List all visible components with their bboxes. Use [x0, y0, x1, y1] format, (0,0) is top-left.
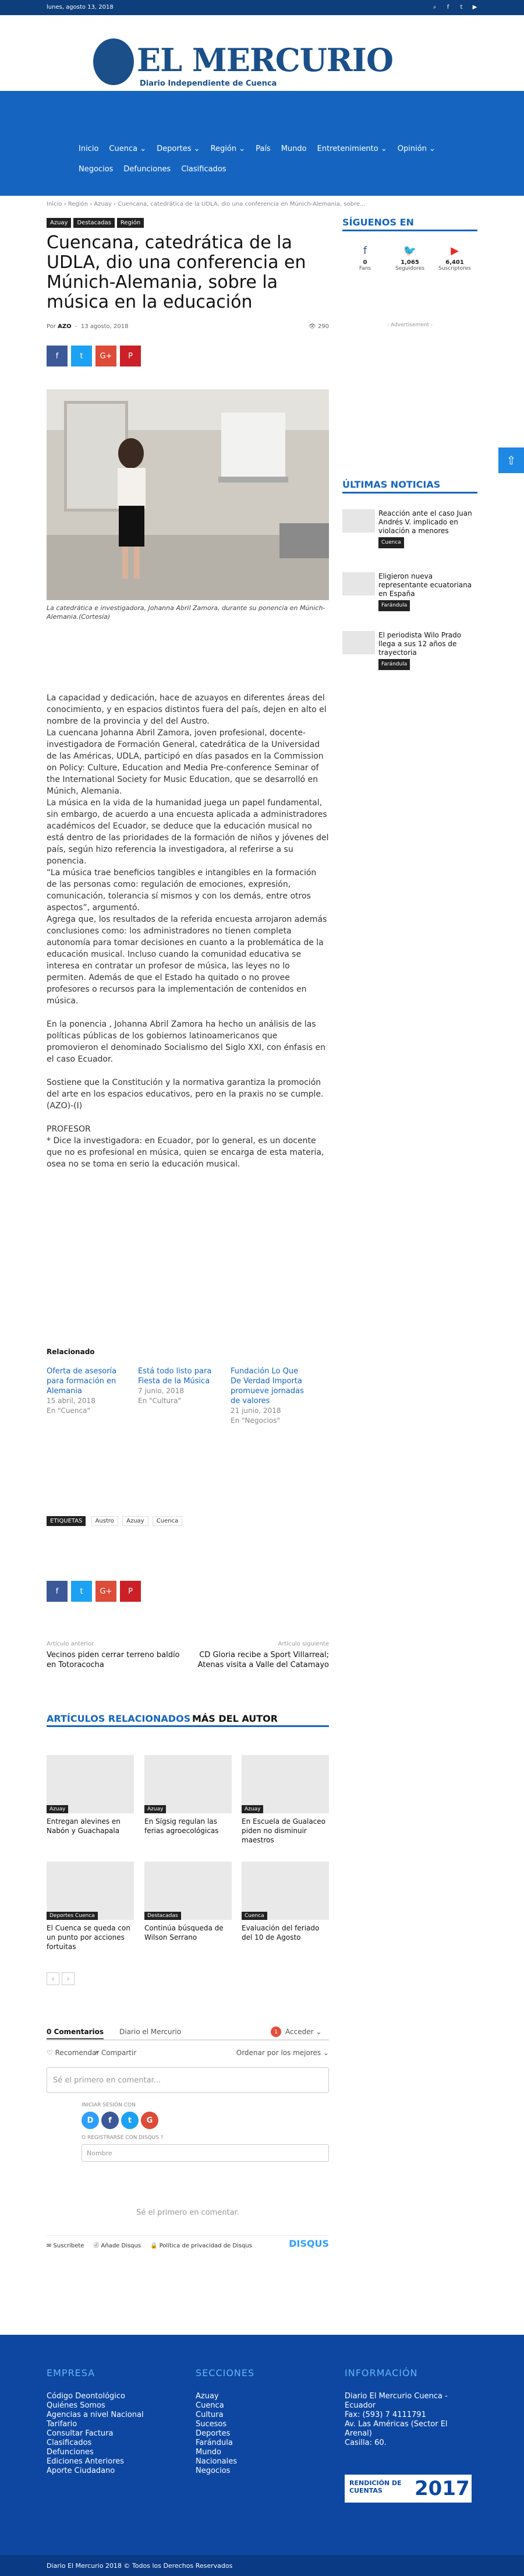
privacy-link[interactable]: 🔒 Política de privacidad de Disqus [150, 2243, 252, 2249]
current-date: lunes, agosto 13, 2018 [47, 4, 114, 10]
comment-input[interactable]: Sé el primero en comentar... [47, 2067, 329, 2093]
breadcrumb[interactable]: Inicio › Región › Azuay › Cuencana, catedrática de la UDLA, dio una conferencia en Múnich-Alemania, sobre... [47, 201, 366, 207]
nav-item-region[interactable]: Región ⌄ [210, 145, 246, 153]
card-image[interactable] [144, 1755, 232, 1813]
card-title[interactable]: En Escuela de Gualaceo piden no disminuir maestros [242, 1817, 326, 1844]
footer-info: Av. Las Américas (Sector El Arenal) [345, 2420, 448, 2438]
body-paragraph: La música en la vida de la humanidad juega un papel fundamental, sin embargo, de acuerdo a una encuesta aplicada a administradores académicos del Ecuador, se deduce que la educación musical no está dentro de las prioridades de la formación de niños y jóvenes del país, según hizo referencia la investigadora, al referirse a su ponencia. [47, 798, 329, 866]
author-name[interactable]: AZO [58, 323, 72, 330]
news-thumbnail[interactable] [342, 572, 375, 595]
site-footer [0, 2335, 524, 2555]
latest-news-heading: ÚLTIMAS NOTICIAS [342, 479, 477, 494]
etiqueta-azuay[interactable]: Azuay [122, 1516, 148, 1526]
social-counter-youtube[interactable] [434, 245, 475, 272]
subscribers-count: 6,401 [445, 259, 464, 266]
subscribers-label: Suscriptores [438, 266, 471, 272]
related-item [47, 1366, 125, 1416]
footer-link[interactable]: Tarifario [47, 2420, 77, 2429]
article-card[interactable] [242, 1755, 329, 1845]
search-icon[interactable]: ⌕ [433, 4, 437, 10]
related-item [138, 1366, 217, 1406]
card-title[interactable]: Continúa búsqueda de Wilson Serrano [144, 1924, 224, 1941]
footer-heading: EMPRESA [47, 2367, 95, 2378]
footer-informacion [345, 2369, 467, 2448]
twitter-login-icon[interactable]: t [121, 2112, 139, 2129]
body-spacer [47, 1007, 329, 1019]
subscribe-link[interactable]: ✉ Suscríbete [47, 2243, 84, 2249]
card-category[interactable]: Deportes Cuenca [47, 1912, 98, 1920]
related-category: En "Negocios" [231, 1416, 280, 1425]
body-subheading: PROFESOR [47, 1125, 91, 1134]
photo-caption: La catedrática e investigadora, Johanna Abril Zamora, durante su ponencia en Múnich-Alemania.(Cortesía) [47, 604, 325, 621]
body-spacer [47, 1065, 329, 1077]
card-title[interactable]: El Cuenca se queda con un punto por acciones fortuitas [47, 1924, 130, 1951]
related-link[interactable]: Está todo listo para Fiesta de la Música [138, 1367, 212, 1386]
twitter-icon: 🐦 [403, 245, 417, 257]
related-date: 7 junio, 2018 [138, 1387, 184, 1395]
comments-site[interactable]: Diario el Mercurio [119, 2028, 182, 2036]
footer-link[interactable]: Sucesos [196, 2420, 227, 2429]
news-category[interactable]: Farándula [378, 600, 410, 611]
news-category[interactable]: Cuenca [378, 537, 404, 548]
advertisement-label: - Advertisement - [387, 322, 433, 328]
register-label: O REGISTRARSE CON DISQUS ? [82, 2135, 164, 2141]
share-twitter-button[interactable]: t [71, 1581, 92, 1602]
article-card[interactable] [242, 1862, 329, 1942]
facebook-login-icon[interactable]: f [101, 2112, 119, 2129]
article-tags [47, 216, 146, 228]
empty-comments-text: Sé el primero en comentar. [136, 2208, 239, 2217]
card-title[interactable]: Entregan alevines en Nabón y Guachapala [47, 1817, 121, 1835]
prev-article-link[interactable]: Vecinos piden cerrar terreno baldío en Totoracocha [47, 1651, 180, 1669]
card-category[interactable]: Cuenca [242, 1912, 267, 1920]
disqus-brand[interactable]: DISQUS [289, 2238, 329, 2249]
tag-region[interactable]: Región [117, 218, 144, 228]
sort-dropdown[interactable]: Ordenar por los mejores ⌄ [236, 2049, 329, 2057]
footer-link[interactable]: Mundo [196, 2448, 221, 2457]
card-category[interactable]: Azuay [144, 1805, 166, 1813]
social-counter-facebook[interactable] [345, 245, 385, 272]
article-title: Cuencana, catedrática de la UDLA, dio una conferencia en Múnich-Alemania, sobre la música en la educación [47, 232, 306, 312]
card-title[interactable]: Evaluación del feriado del 10 de Agosto [242, 1924, 320, 1941]
body-paragraph: “La música trae beneficios tangibles e intangibles en la formación de las personas como: regulación de emociones, expresión, comunicación, tolerancia sí mismos y con los demás, entre otros aspectos”, argumentó. [47, 868, 317, 912]
tab-more-from-author[interactable]: MÁS DEL AUTOR [192, 1713, 278, 1724]
login-button[interactable]: Acceder ⌄ [285, 2028, 322, 2036]
footer-link[interactable]: Nacionales [196, 2457, 237, 2466]
nav-item-opinion[interactable]: Opinión ⌄ [397, 145, 436, 153]
tab-related-articles[interactable]: ARTÍCULOS RELACIONADOS [47, 1713, 191, 1724]
share-facebook-button[interactable]: f [47, 346, 68, 367]
body-paragraph: La capacidad y dedicación, hace de azuayos en diferentes áreas del conocimiento, y en espacios distintos fuera del país, dejen en alto el nombre de la provincia y del del Austro. [47, 693, 327, 726]
share-googleplus-button[interactable]: G+ [95, 346, 116, 367]
etiqueta-austro[interactable]: Austro [91, 1516, 118, 1526]
footer-link[interactable]: Aporte Ciudadano [47, 2466, 115, 2475]
add-disqus-link[interactable]: ⓓ Añade Disqus [93, 2243, 141, 2249]
footer-link[interactable]: Quiénes Somos [47, 2401, 105, 2410]
card-image[interactable] [242, 1862, 329, 1920]
more-articles-tabs [47, 1713, 329, 1727]
twitter-icon[interactable]: t [460, 4, 463, 10]
top-bar [0, 0, 524, 15]
footer-info: Casilla: 60. [345, 2438, 387, 2447]
logo-emblem[interactable] [93, 38, 134, 85]
rendicion-label: RENDICIÓN DE CUENTAS [349, 2479, 402, 2494]
article-card[interactable] [47, 1862, 134, 1951]
footer-link[interactable]: Cultura [196, 2411, 224, 2419]
body-paragraph: Agrega que, los resultados de la referida encuesta arrojaron además conclusiones como: los administradores no tienen completa autonomía para tomar decisiones en cuanto a la problemática de la educación musical. Incluso cuando la comunidad educativa se interesa en contratar un profesor de música, las leyes no lo permiten. Además de que el Estado ha quitado o no provee profesores o recursos para la implementación de contenidos en música. [47, 915, 327, 1006]
related-date: 21 junio, 2018 [231, 1407, 281, 1415]
card-category[interactable]: Destacadas [144, 1912, 181, 1920]
prev-page-button[interactable]: ‹ [47, 1972, 59, 1985]
card-image[interactable] [242, 1755, 329, 1813]
footer-link[interactable]: Agencias a nivel Nacional [47, 2411, 144, 2419]
comments-footer [47, 2235, 329, 2250]
news-title[interactable]: Eligieron nueva representante ecuatoriana en España [378, 572, 472, 598]
notification-badge[interactable]: 1 [271, 2027, 281, 2037]
social-counter-twitter[interactable] [390, 245, 430, 272]
nav-item-entretenimiento[interactable]: Entretenimiento ⌄ [317, 145, 387, 153]
article-card[interactable] [47, 1755, 134, 1835]
share-bar-bottom [47, 1581, 141, 1602]
fans-label: Fans [359, 266, 371, 272]
footer-link[interactable]: Cuenca [196, 2401, 224, 2410]
share-pinterest-button[interactable]: P [120, 346, 141, 367]
footer-link[interactable]: Deportes [196, 2429, 231, 2438]
google-login-icon[interactable]: G [141, 2112, 158, 2129]
footer-link[interactable]: Azuay [196, 2392, 219, 2401]
share-pinterest-button[interactable]: P [120, 1581, 141, 1602]
share-facebook-button[interactable]: f [47, 1581, 68, 1602]
article-body [47, 692, 329, 1170]
tag-azuay[interactable]: Azuay [47, 218, 71, 228]
footer-link[interactable]: Código Deontológico [47, 2392, 126, 2401]
footer-link[interactable]: Defunciones [47, 2448, 94, 2457]
footer-info: Diario El Mercurio Cuenca - Ecuador [345, 2392, 448, 2410]
related-link[interactable]: Oferta de asesoría para formación en Alemania [47, 1367, 117, 1396]
body-spacer [47, 1112, 329, 1123]
body-paragraph: * Dice la investigadora: en Ecuador, por lo general, es un docente que no es profesional en música, quien se encarga de esta materia, osea no se toma en serio la educación musical. [47, 1136, 324, 1169]
youtube-icon[interactable]: ▶ [472, 4, 477, 10]
footer-secciones [196, 2369, 254, 2476]
card-image[interactable] [47, 1862, 134, 1920]
related-link[interactable]: Fundación Lo Que De Verdad Importa promueve jornadas de valores [231, 1367, 304, 1405]
body-paragraph: En la ponencia , Johanna Abril Zamora ha hecho un análisis de las políticas públicas de los gobiernos latinoamericanos que promovieron el denominado Socialismo del Siglo XXI, con énfasis en el caso Ecuador. [47, 1020, 325, 1064]
related-category: En "Cultura" [138, 1397, 181, 1405]
followers-label: Seguidores [395, 266, 425, 272]
article-date: 13 agosto, 2018 [80, 323, 129, 330]
pagination [47, 1972, 75, 1985]
nav-item-inicio[interactable]: Inicio [79, 145, 99, 153]
facebook-icon[interactable]: f [447, 4, 449, 10]
news-thumbnail[interactable] [342, 509, 375, 533]
footer-link[interactable]: Consultar Factura [47, 2429, 114, 2438]
main-nav [0, 91, 524, 196]
nav-item-mundo[interactable]: Mundo [281, 145, 307, 153]
article-meta: Por AZO - 13 agosto, 2018 [47, 323, 129, 330]
card-image[interactable] [144, 1862, 232, 1920]
nav-item-negocios[interactable]: Negocios [79, 165, 114, 174]
disqus-login-icon[interactable]: D [82, 2112, 99, 2129]
nav-item-defunciones[interactable]: Defunciones [123, 165, 171, 174]
news-category[interactable]: Farándula [378, 659, 410, 670]
footer-link[interactable]: Farándula [196, 2438, 233, 2447]
body-paragraph: Sostiene que la Constitución y la normativa garantiza la promoción del arte en los espacios educativos, pero en la praxis no se cumple.(AZO)-(I) [47, 1078, 324, 1111]
card-category[interactable]: Azuay [242, 1805, 263, 1813]
share-comments-button[interactable]: ↗ Compartir [93, 2049, 137, 2057]
nav-item-clasificados[interactable]: Clasificados [181, 165, 226, 174]
rendicion-cuentas-banner[interactable] [345, 2475, 472, 2503]
footer-link[interactable]: Ediciones Anteriores [47, 2457, 124, 2466]
nav-item-deportes[interactable]: Deportes ⌄ [157, 145, 200, 153]
views-value: 290 [317, 323, 329, 330]
next-page-button[interactable]: › [62, 1972, 75, 1985]
news-title[interactable]: El periodista Wilo Prado llega a sus 12 años de trayectoria [378, 631, 462, 657]
article-photo[interactable] [47, 389, 329, 600]
comments-count[interactable]: 0 Comentarios [47, 2028, 104, 2039]
next-article-link[interactable]: CD Gloria recibe a Sport Villarreal; Atenas visita a Valle del Catamayo [197, 1651, 329, 1669]
arrow-up-icon: ⇧ [506, 453, 516, 467]
footer-info: Fax: (593) 7 4111791 [345, 2411, 426, 2419]
name-input[interactable]: Nombre [82, 2144, 329, 2162]
eye-icon: 👁 [309, 323, 316, 330]
footer-empresa [47, 2369, 144, 2476]
facebook-icon: f [363, 245, 367, 257]
card-title[interactable]: En Sígsig regulan las ferias agroecológicas [144, 1817, 219, 1835]
youtube-icon: ▶ [451, 245, 459, 257]
related-category: En "Cuenca" [47, 1407, 90, 1415]
nav-item-cuenca[interactable]: Cuenca ⌄ [109, 145, 147, 153]
footer-link[interactable]: Clasificados [47, 2438, 92, 2447]
footer-heading: SECCIONES [196, 2367, 255, 2378]
site-logo-name[interactable]: EL MERCURIO [137, 41, 393, 79]
related-item [231, 1366, 309, 1426]
tag-destacadas[interactable]: Destacadas [73, 218, 114, 228]
nav-item-pais[interactable]: País [256, 145, 271, 153]
article-card[interactable] [144, 1755, 232, 1835]
login-with-label: INICIAR SESIÓN CON [82, 2102, 136, 2108]
news-title[interactable]: Reacción ante el caso Juan Andrés V. implicado en violación a menores [378, 509, 472, 535]
follow-heading: SÍGUENOS EN [342, 217, 477, 231]
rendicion-year: 2017 [415, 2477, 470, 2500]
card-category[interactable]: Azuay [47, 1805, 68, 1813]
footer-link[interactable]: Negocios [196, 2466, 231, 2475]
recommend-button[interactable]: ♡ Recomendar [47, 2049, 100, 2057]
next-label: Artículo siguiente [278, 1641, 329, 1647]
share-bar-top [47, 346, 141, 367]
etiquetas [47, 1518, 185, 1524]
news-thumbnail[interactable] [342, 631, 375, 654]
site-tagline: Diario Independiente de Cuenca [140, 79, 277, 88]
body-paragraph: La cuencana Johanna Abril Zamora, joven profesional, docente-investigadora de Formación General, catedrática de la Universidad de las Américas, UDLA, participó en días pasados en la Commission on Policy: Culture, Education and Media Pre-conference Seminar of the International Society for Music Education, que se desarrolló en Múnich, Alemania. [47, 728, 324, 796]
etiqueta-cuenca[interactable]: Cuenca [153, 1516, 182, 1526]
related-heading: Relacionado [47, 1348, 95, 1356]
card-image[interactable] [47, 1755, 134, 1813]
share-twitter-button[interactable]: t [71, 346, 92, 367]
comments-header [47, 2027, 329, 2041]
share-googleplus-button[interactable]: G+ [95, 1581, 116, 1602]
etiquetas-label: ETIQUETAS [47, 1516, 86, 1526]
site-header [0, 15, 524, 91]
copyright: Diario El Mercurio 2018 © Todos los Derechos Reservados [0, 2555, 524, 2576]
author-prefix: Por [47, 323, 56, 330]
view-count [309, 323, 329, 330]
prev-label: Artículo anterior [47, 1641, 94, 1647]
scroll-to-top-button[interactable] [498, 447, 524, 473]
footer-heading: INFORMACIÓN [345, 2367, 418, 2378]
related-date: 15 abril, 2018 [47, 1397, 95, 1405]
fans-count: 0 [363, 259, 367, 266]
article-card[interactable] [144, 1862, 232, 1942]
followers-count: 1,065 [401, 259, 419, 266]
